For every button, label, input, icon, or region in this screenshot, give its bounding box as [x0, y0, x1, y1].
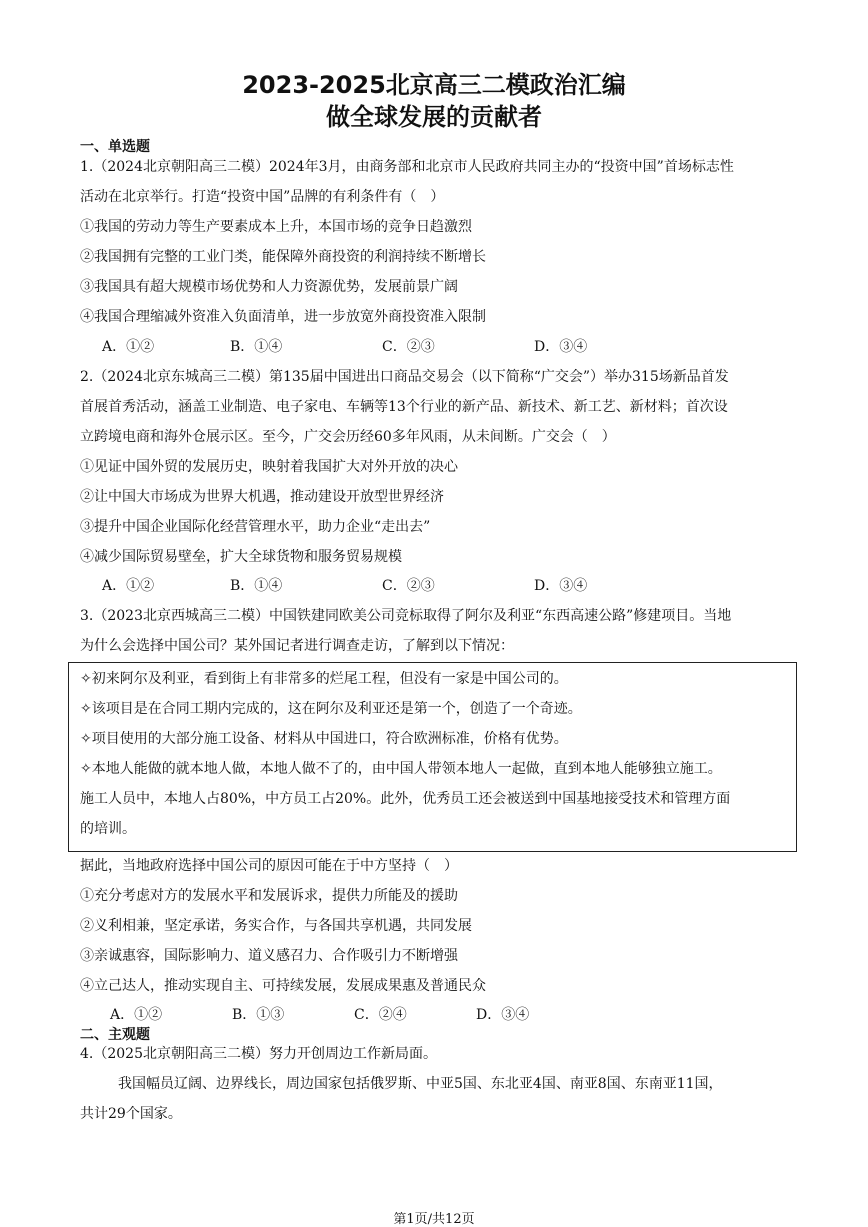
- q2-statement-3: ③提升中国企业国际化经营管理水平，助力企业“走出去”: [80, 519, 431, 535]
- q2-option-a: A．①②: [102, 578, 155, 594]
- q2-stem-line1: 2.（2024北京东城高三二模）第135届中国进出口商品交易会（以下简称“广交会”）举办315场新品首发: [80, 369, 729, 385]
- q3-material-line2: ✧该项目是在合同工期内完成的，这在阿尔及利亚还是第一个，创造了一个奇迹。: [80, 701, 582, 717]
- q3-stem-line2: 为什么会选择中国公司？某外国记者进行调查走访，了解到以下情况：: [80, 638, 514, 654]
- q4-paragraph-line2: 共计29个国家。: [80, 1106, 182, 1122]
- section-heading-subjective: 二、主观题: [80, 1027, 150, 1043]
- q3-statement-2: ②义利相兼，坚定承诺，务实合作，与各国共享机遇，共同发展: [80, 918, 472, 934]
- q1-statement-1: ①我国的劳动力等生产要素成本上升，本国市场的竞争日趋激烈: [80, 219, 472, 235]
- q1-statement-3: ③我国具有超大规模市场优势和人力资源优势，发展前景广阔: [80, 279, 458, 295]
- q3-material-line5: 施工人员中，本地人占80%，中方员工占20%。此外，优秀员工还会被送到中国基地接受技术和管理方面: [80, 791, 731, 807]
- q3-option-a: A．①②: [110, 1007, 163, 1023]
- page-number: 第1页/共12页: [393, 1212, 475, 1227]
- q3-material-line3: ✧项目使用的大部分施工设备、材料从中国进口，符合欧洲标准，价格有优势。: [80, 731, 568, 747]
- q2-stem-line3: 立跨境电商和海外仓展示区。至今，广交会历经60多年风雨，从未间断。广交会（ ）: [80, 429, 616, 445]
- document-subtitle: 做全球发展的贡献者: [326, 103, 542, 131]
- q1-option-c: C．②③: [382, 339, 435, 355]
- q2-statement-1: ①见证中国外贸的发展历史，映射着我国扩大对外开放的决心: [80, 459, 458, 475]
- q1-statement-2: ②我国拥有完整的工业门类，能保障外商投资的利润持续不断增长: [80, 249, 486, 265]
- q4-paragraph-line1: 我国幅员辽阔、边界线长，周边国家包括俄罗斯、中亚5国、东北亚4国、南亚8国、东南亚11国，: [118, 1076, 723, 1092]
- q3-statement-4: ④立己达人，推动实现自主、可持续发展，发展成果惠及普通民众: [80, 978, 486, 994]
- q1-option-b: B．①④: [230, 339, 283, 355]
- q4-stem: 4.（2025北京朝阳高三二模）努力开创周边工作新局面。: [80, 1046, 437, 1062]
- q3-material-line1: ✧初来阿尔及利亚，看到街上有非常多的烂尾工程，但没有一家是中国公司的。: [80, 671, 568, 687]
- q2-statement-4: ④减少国际贸易壁垒，扩大全球货物和服务贸易规模: [80, 549, 402, 565]
- q2-option-b: B．①④: [230, 578, 283, 594]
- q3-material-line6: 的培训。: [80, 821, 136, 837]
- q3-stem-line1: 3.（2023北京西城高三二模）中国铁建同欧美公司竞标取得了阿尔及利亚“东西高速公路”修建项目。当地: [80, 608, 732, 624]
- q3-statement-1: ①充分考虑对方的发展水平和发展诉求，提供力所能及的援助: [80, 888, 458, 904]
- document-title: 2023-2025北京高三二模政治汇编: [242, 71, 626, 99]
- q2-option-d: D．③④: [534, 578, 588, 594]
- q1-option-d: D．③④: [534, 339, 588, 355]
- q1-option-a: A．①②: [102, 339, 155, 355]
- q3-statement-3: ③亲诚惠容，国际影响力、道义感召力、合作吸引力不断增强: [80, 948, 458, 964]
- q3-option-b: B．①③: [232, 1007, 285, 1023]
- q2-option-c: C．②③: [382, 578, 435, 594]
- q2-stem-line2: 首展首秀活动，涵盖工业制造、电子家电、车辆等13个行业的新产品、新技术、新工艺、新材料；首次设: [80, 399, 728, 415]
- q3-question: 据此，当地政府选择中国公司的原因可能在于中方坚持（ ）: [80, 858, 458, 874]
- section-heading-single-choice: 一、单选题: [80, 139, 150, 155]
- q3-material-box: [68, 662, 797, 852]
- q1-statement-4: ④我国合理缩减外资准入负面清单，进一步放宽外商投资准入限制: [80, 309, 486, 325]
- q3-option-d: D．③④: [476, 1007, 530, 1023]
- q1-stem-line2: 活动在北京举行。打造“投资中国”品牌的有利条件有（ ）: [80, 189, 445, 205]
- q3-option-c: C．②④: [354, 1007, 407, 1023]
- q3-material-line4: ✧本地人能做的就本地人做，本地人做不了的，由中国人带领本地人一起做，直到本地人能够独立施工。: [80, 761, 722, 777]
- q1-stem-line1: 1.（2024北京朝阳高三二模）2024年3月，由商务部和北京市人民政府共同主办的“投资中国”首场标志性: [80, 159, 734, 175]
- q2-statement-2: ②让中国大市场成为世界大机遇，推动建设开放型世界经济: [80, 489, 444, 505]
